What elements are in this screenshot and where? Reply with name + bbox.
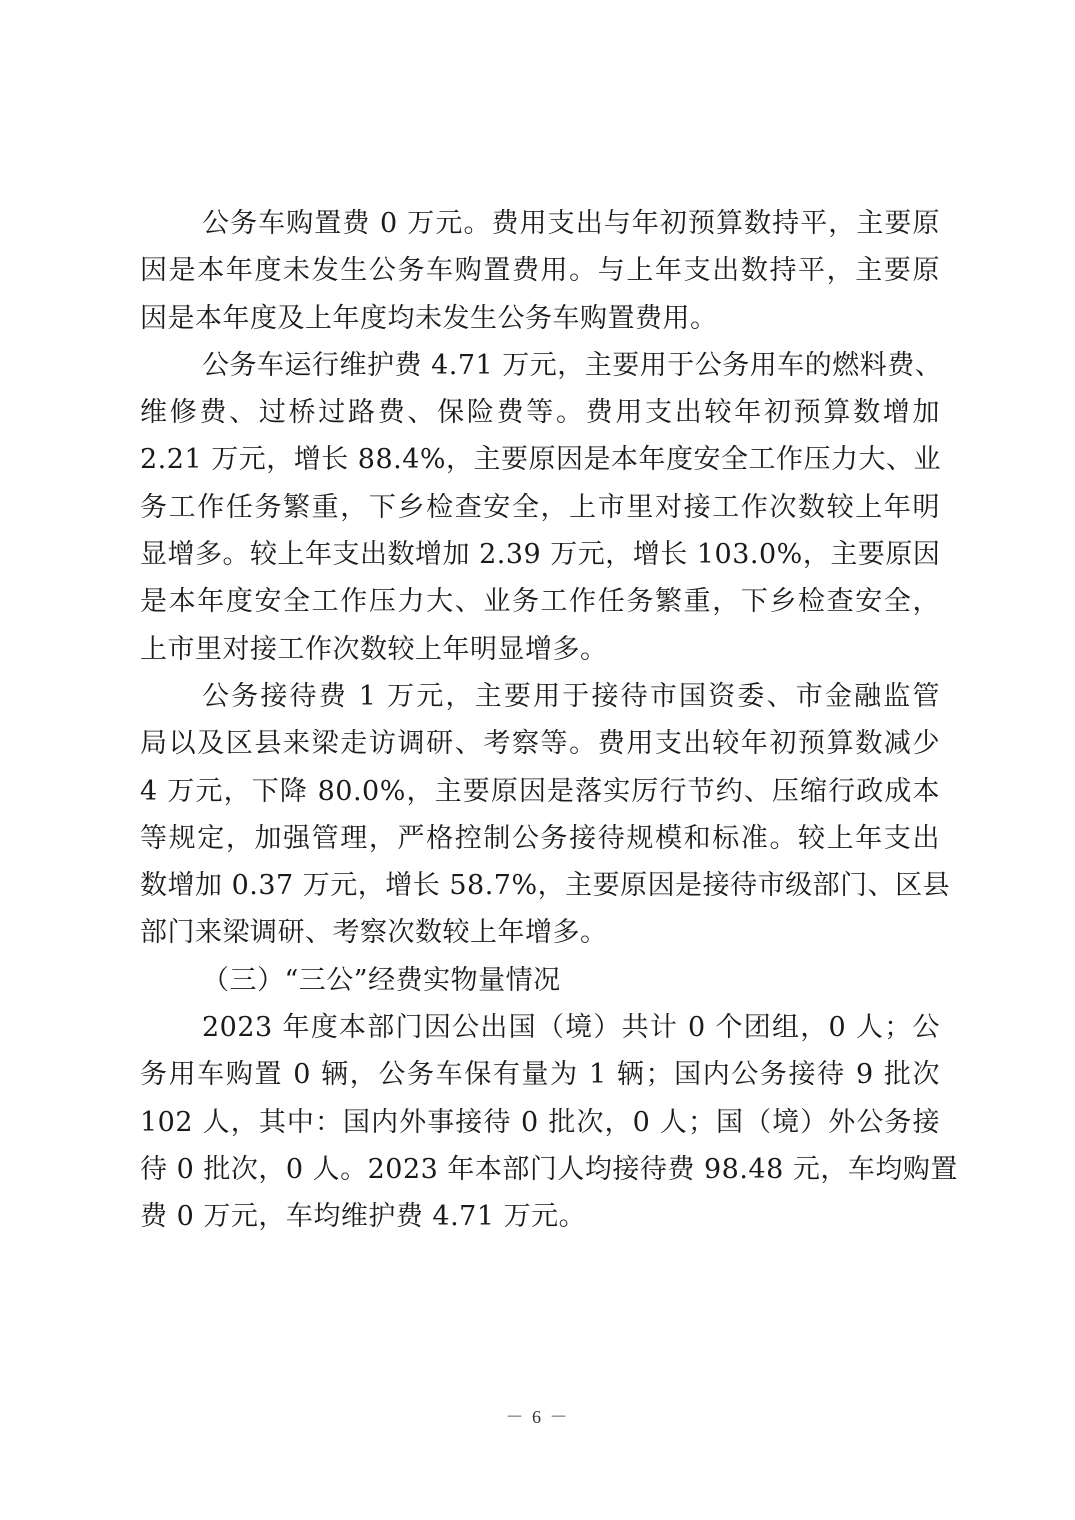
paragraph-physical-quantities (140, 1004, 958, 1240)
text-line: 2023 年度本部门因公出国（境）共计 0 个团组，0 人；公 (202, 1012, 940, 1044)
document-body (140, 200, 958, 1241)
text-line: 数增加 0.37 万元，增长 58.7%，主要原因是接待市级部门、区县 (140, 870, 951, 902)
text-line: 因是本年度未发生公务车购置费用。与上年支出数持平，主要原 (140, 255, 940, 287)
paragraph-vehicle-maintenance (140, 342, 943, 673)
text-line: 因是本年度及上年度均未发生公务车购置费用。 (140, 302, 718, 334)
text-line: 费 0 万元，车均维护费 4.71 万元。 (140, 1201, 587, 1233)
text-line: 等规定，加强管理，严格控制公务接待规模和标准。较上年支出 (140, 822, 940, 854)
text-line: 待 0 批次，0 人。2023 年本部门人均接待费 98.48 元，车均购置 (140, 1153, 958, 1185)
section-heading-text: （三）“三公”经费实物量情况 (202, 964, 561, 996)
text-line: 2.21 万元，增长 88.4%，主要原因是本年度安全工作压力大、业 (140, 444, 942, 476)
text-line: 102 人，其中：国内外事接待 0 批次，0 人；国（境）外公务接 (140, 1106, 940, 1138)
text-line: 务工作任务繁重，下乡检查安全，上市里对接工作次数较上年明 (140, 491, 940, 523)
text-line: 公务车运行维护费 4.71 万元，主要用于公务用车的燃料费、 (202, 349, 943, 381)
paragraph-reception (140, 673, 951, 957)
paragraph-vehicle-purchase (140, 200, 940, 342)
text-line: 公务接待费 1 万元，主要用于接待市国资委、市金融监管 (202, 680, 940, 712)
text-line: 4 万元，下降 80.0%，主要原因是落实厉行节约、压缩行政成本 (140, 775, 940, 807)
text-line: 维修费、过桥过路费、保险费等。费用支出较年初预算数增加 (140, 397, 940, 429)
text-line: 显增多。较上年支出数增加 2.39 万元，增长 103.0%，主要原因 (140, 539, 941, 571)
page-number: － 6 － (505, 1407, 570, 1427)
text-line: 部门来梁调研、考察次数较上年增多。 (140, 917, 608, 949)
text-line: 是本年度安全工作压力大、业务工作任务繁重，下乡检查安全， (140, 586, 940, 618)
text-line: 局以及区县来梁走访调研、考察等。费用支出较年初预算数减少 (140, 728, 940, 760)
section-heading (140, 957, 940, 1004)
text-line: 公务车购置费 0 万元。费用支出与年初预算数持平，主要原 (202, 208, 940, 239)
text-line: 上市里对接工作次数较上年明显增多。 (140, 633, 608, 665)
text-line: 务用车购置 0 辆，公务车保有量为 1 辆；国内公务接待 9 批次 (140, 1059, 940, 1091)
